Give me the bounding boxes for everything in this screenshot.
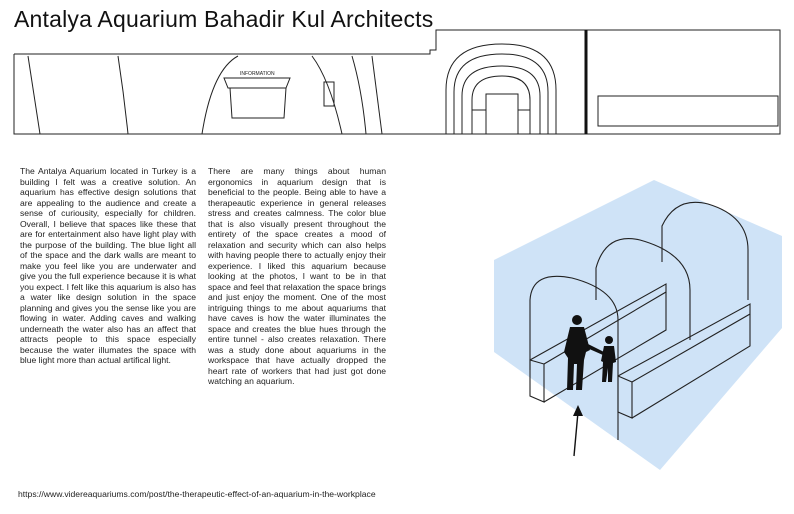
paragraph-aquarium-design: The Antalya Aquarium located in Turkey is a building I felt was a creative solution. An aquarium has effective design solutions that are appealing to the audience and create a sense of curiousity, especially for children. Overall, I believe that spaces like these that are for entertainment also have light play with the purpose of the building. The blue light all of the space and the dark walls are meant to make you feel like you are underwater and give you the full experience because it is what you expect. I felt like this aquarium is also has a water like design solution in the space planning and gives you the sense like you are flowing in water. Adding caves and walking underneath the water also has an affect that attracts people to this space especially because the water illumates the space with blue light more than actual artifical light. xyxy=(20,166,196,365)
water-volume xyxy=(494,180,782,470)
information-sign: INFORMATION xyxy=(240,71,275,77)
page-title: Antalya Aquarium Bahadir Kul Architects xyxy=(14,6,434,32)
paragraph-human-ergonomics: There are many things about human ergonomics in aquarium design that is beneficial to the people. Being able to have a therapeautic experience in general releases stress and creates calmness. The color blue that is also visually present throughout the entirety of the space creates a mood of relaxation and security which can also helps with having people there to actually enjoy their experience. I liked this aquarium because looking at the photos, I want to be in that space and feel that relaxation the space brings and just enjoy the moment. One of the most intriguing things to me about aquariums that have caves is how the water illuminates the space and creates the blue hues through the entire tunnel - also creates relaxation. There was a study done about aquariums in the workspace that have actually dropped the heart rate of workers that had just got done watching an aquarium. xyxy=(208,166,386,386)
source-url: https://www.videreaquariums.com/post/the-therapeutic-effect-of-an-aquarium-in-the-workplace xyxy=(18,489,376,499)
